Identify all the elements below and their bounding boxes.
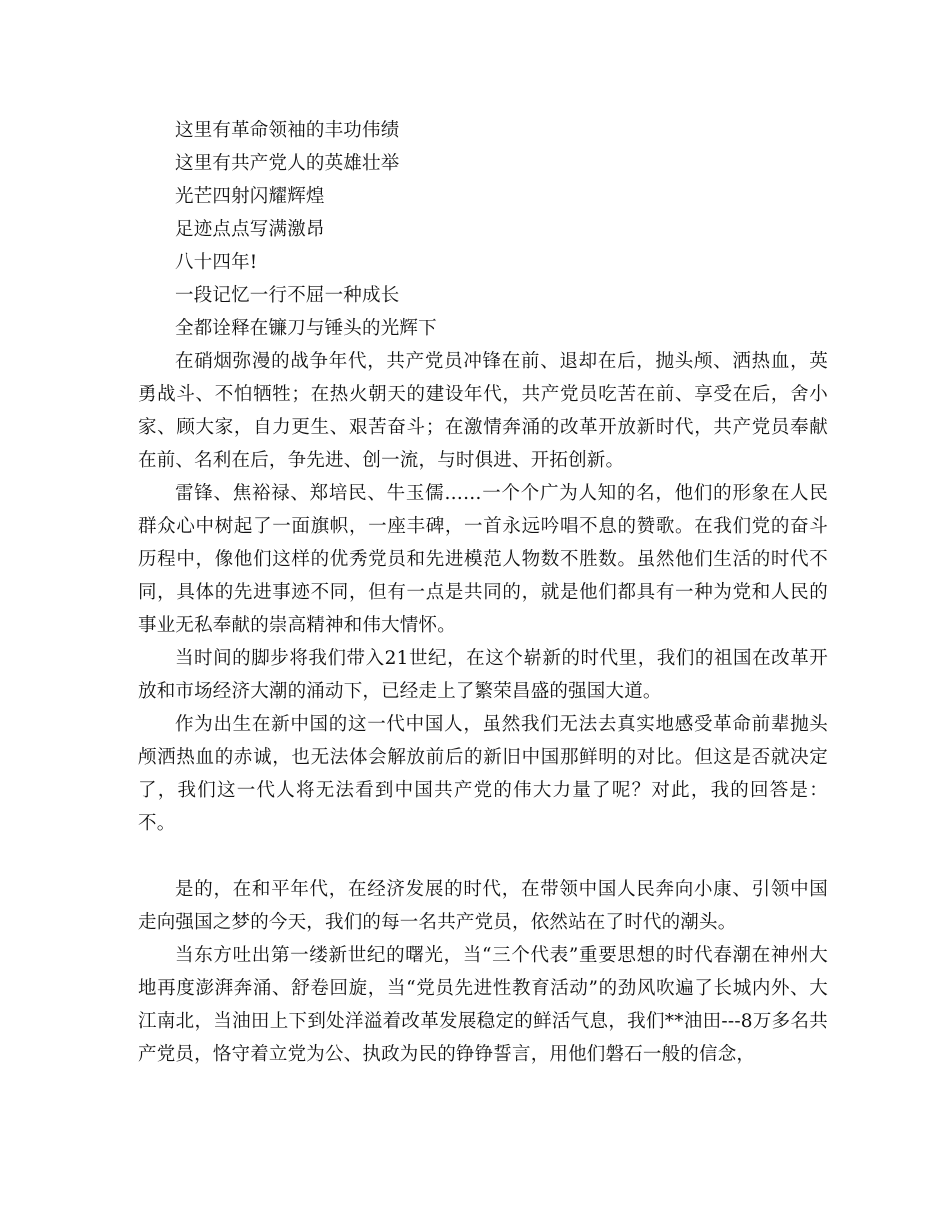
verse-line: 一段记忆一行不屈一种成长 bbox=[175, 285, 400, 306]
paragraph-21st-century: 当时间的脚步将我们带入21世纪，在这个崭新的时代里，我们的祖国在改革开放和市场经济大潮的涌动下，已经走上了繁荣昌盛的强国大道。 bbox=[138, 648, 828, 702]
paragraph-new-generation: 作为出生在新中国的这一代中国人，虽然我们无法去真实地感受革命前辈抛头颅洒热血的赤诚，也无法体会解放前后的新旧中国那鲜明的对比。但这是否就决定了，我们这一代人将无法看到中国共产党的伟大力量了呢？对此，我的回答是：不。 bbox=[138, 714, 828, 834]
paragraph-peace-era: 是的，在和平年代，在经济发展的时代，在带领中国人民奔向小康、引领中国走向强国之梦的今天，我们的每一名共产党员，依然站在了时代的潮头。 bbox=[138, 879, 828, 933]
paragraph-role-models: 雷锋、焦裕禄、郑培民、牛玉儒……一个个广为人知的名，他们的形象在人民群众心中树起了一面旗帜，一座丰碑，一首永远吟唱不息的赞歌。在我们党的奋斗历程中，像他们这样的优秀党员和先进模范人物数不胜数。虽然他们生活的时代不同，具体的先进事迹不同，但有一点是共同的，就是他们都具有一种为党和人民的事业无私奉献的崇高精神和伟大情怀。 bbox=[138, 483, 828, 636]
verse-line: 这里有共产党人的英雄壮举 bbox=[175, 153, 400, 174]
verse-line: 八十四年! bbox=[175, 252, 258, 273]
paragraph-war-era: 在硝烟弥漫的战争年代，共产党员冲锋在前、退却在后，抛头颅、洒热血，英勇战斗、不怕牺牲；在热火朝天的建设年代，共产党员吃苦在前、享受在后，舍小家、顾大家，自力更生、艰苦奋斗；在激情奔涌的改革开放新时代，共产党员奉献在前、名利在后，争先进、创一流，与时俱进、开拓创新。 bbox=[138, 351, 828, 471]
paragraph-oilfield: 当东方吐出第一缕新世纪的曙光，当“三个代表”重要思想的时代春潮在神州大地再度澎湃奔涌、舒卷回旋，当“党员先进性教育活动”的劲风吹遍了长城内外、大江南北，当油田上下到处洋溢着改革发展稳定的鲜活气息，我们**油田---8万多名共产党员，恪守着立党为公、执政为民的铮铮誓言，用他们磐石一般的信念， bbox=[138, 945, 828, 1065]
document-body bbox=[138, 114, 828, 1071]
paragraph-spacer bbox=[138, 840, 828, 873]
verse-line: 足迹点点写满激昂 bbox=[175, 219, 325, 240]
verse-line: 全都诠释在镰刀与锤头的光辉下 bbox=[175, 318, 437, 339]
verse-line: 这里有革命领袖的丰功伟绩 bbox=[175, 120, 400, 141]
verse-block bbox=[138, 114, 828, 345]
verse-line: 光芒四射闪耀辉煌 bbox=[175, 186, 325, 207]
